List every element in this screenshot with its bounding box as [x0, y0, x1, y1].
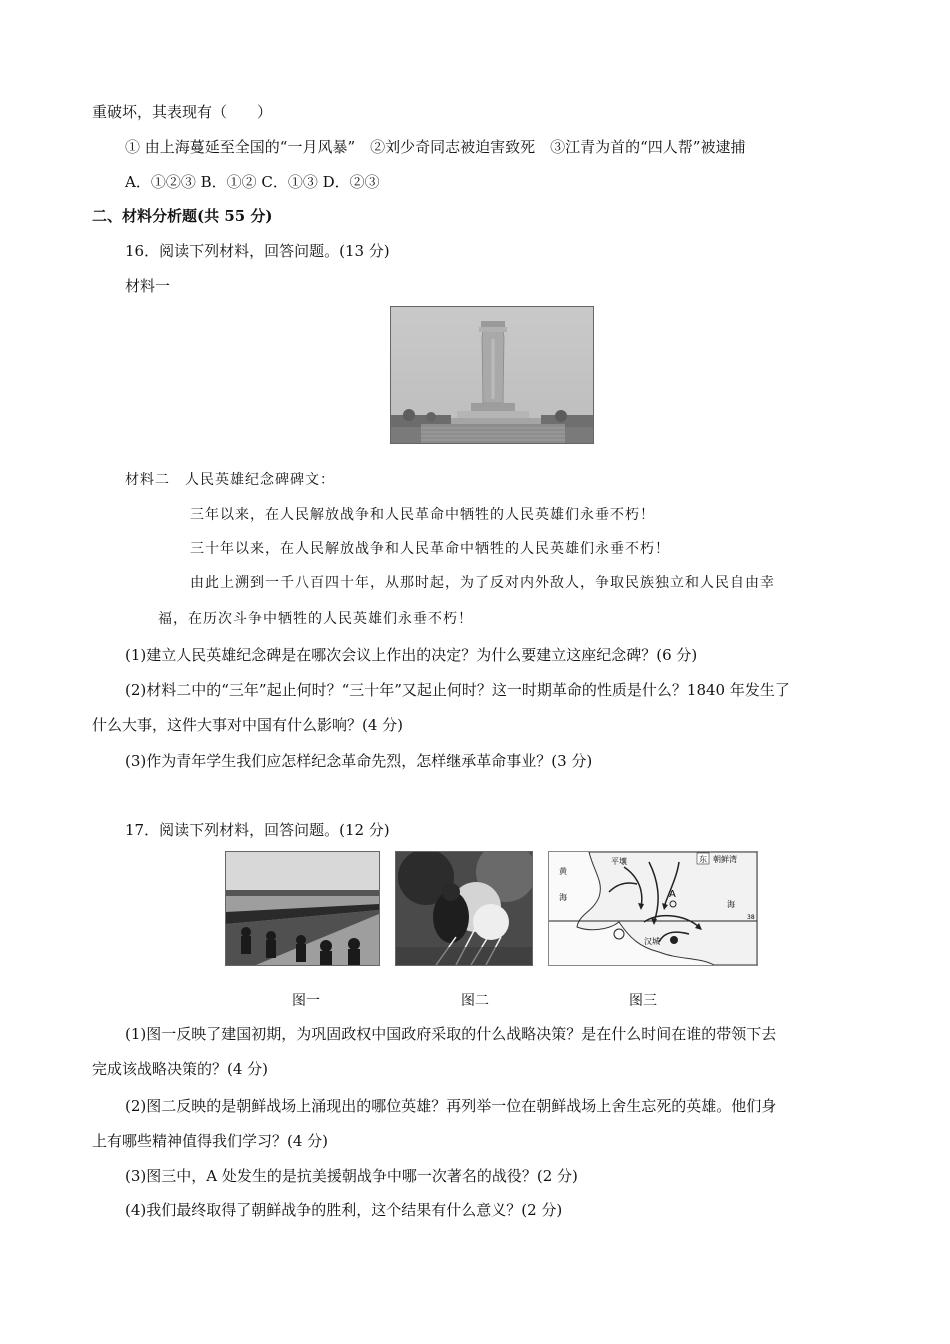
- figure-1-caption: 图一: [292, 993, 320, 1009]
- q16-question-2: (2)材料二中的“三年”起止何时？“三十年”又起止何时？这一时期革命的性质是什么？1840 年发生了: [125, 681, 790, 699]
- inscription-line-4: 福，在历次斗争中牺牲的人民英雄们永垂不朽！: [158, 611, 473, 627]
- figure-3-map: [548, 851, 758, 966]
- figure-2-photo: [395, 851, 533, 966]
- section-heading: 二、材料分析题(共 55 分): [92, 207, 273, 225]
- map-label-japan-sea: 朝鲜湾: [713, 855, 737, 864]
- map-label-east: 东: [699, 855, 707, 864]
- q16-stem: 16．阅读下列材料，回答问题。(13 分): [125, 242, 390, 260]
- q16-question-2-cont: 什么大事，这件大事对中国有什么影响？(4 分): [92, 716, 404, 734]
- q16-question-1: (1)建立人民英雄纪念碑是在哪次会议上作出的决定？为什么要建立这座纪念碑？(6 分): [125, 646, 698, 664]
- q17-stem: 17．阅读下列材料，回答问题。(12 分): [125, 821, 390, 839]
- inscription-line-3: 由此上溯到一千八百四十年，从那时起，为了反对内外敌人，争取民族独立和人民自由幸: [190, 575, 775, 591]
- figure-1-photo: [225, 851, 380, 966]
- map-label-sea-left: 黄: [559, 867, 567, 876]
- figure-3-caption: 图三: [629, 993, 657, 1009]
- q17-question-3: (3)图三中，A 处发生的是抗美援朝战争中哪一次著名的战役？(2 分): [125, 1167, 578, 1185]
- q17-question-2-cont: 上有哪些精神值得我们学习？(4 分): [92, 1132, 329, 1150]
- material2-label: 材料二 人民英雄纪念碑碑文：: [125, 472, 335, 488]
- map-label-city2: 汉城: [644, 937, 660, 946]
- map-label-38: 38: [747, 914, 755, 921]
- material1-label: 材料一: [125, 277, 171, 295]
- q15-options: A．①②③ B．①② C．①③ D．②③: [125, 173, 380, 191]
- map-label-sea-left2: 海: [559, 893, 567, 902]
- q17-question-4: (4)我们最终取得了朝鲜战争的胜利，这个结果有什么意义？(2 分): [125, 1201, 563, 1219]
- figure-2-caption: 图二: [461, 993, 489, 1009]
- monument-photo: [390, 306, 594, 444]
- q15-statements: ① 由上海蔓延至全国的“一月风暴” ②刘少奇同志被迫害致死 ③江青为首的“四人帮”被逮捕: [125, 138, 746, 156]
- inscription-line-1: 三年以来，在人民解放战争和人民革命中牺牲的人民英雄们永垂不朽！: [190, 507, 655, 523]
- q17-question-1-cont: 完成该战略决策的？(4 分): [92, 1060, 269, 1078]
- q16-question-3: (3)作为青年学生我们应怎样纪念革命先烈，怎样继承革命事业？(3 分): [125, 752, 593, 770]
- q17-question-2: (2)图二反映的是朝鲜战场上涌现出的哪位英雄？再列举一位在朝鲜战场上舍生忘死的英雄。他们身: [125, 1097, 777, 1115]
- map-label-city1: 平壤: [611, 857, 627, 866]
- q17-question-1: (1)图一反映了建国初期，为巩固政权中国政府采取的什么战略决策？是在什么时间在谁的带领下去: [125, 1025, 777, 1043]
- inscription-line-2: 三十年以来，在人民解放战争和人民革命中牺牲的人民英雄们永垂不朽！: [190, 541, 670, 557]
- map-label-point-a: A: [669, 889, 676, 900]
- q15-stem-tail: 重破坏，其表现有（ ）: [92, 103, 273, 121]
- map-label-sea-right: 海: [727, 900, 735, 909]
